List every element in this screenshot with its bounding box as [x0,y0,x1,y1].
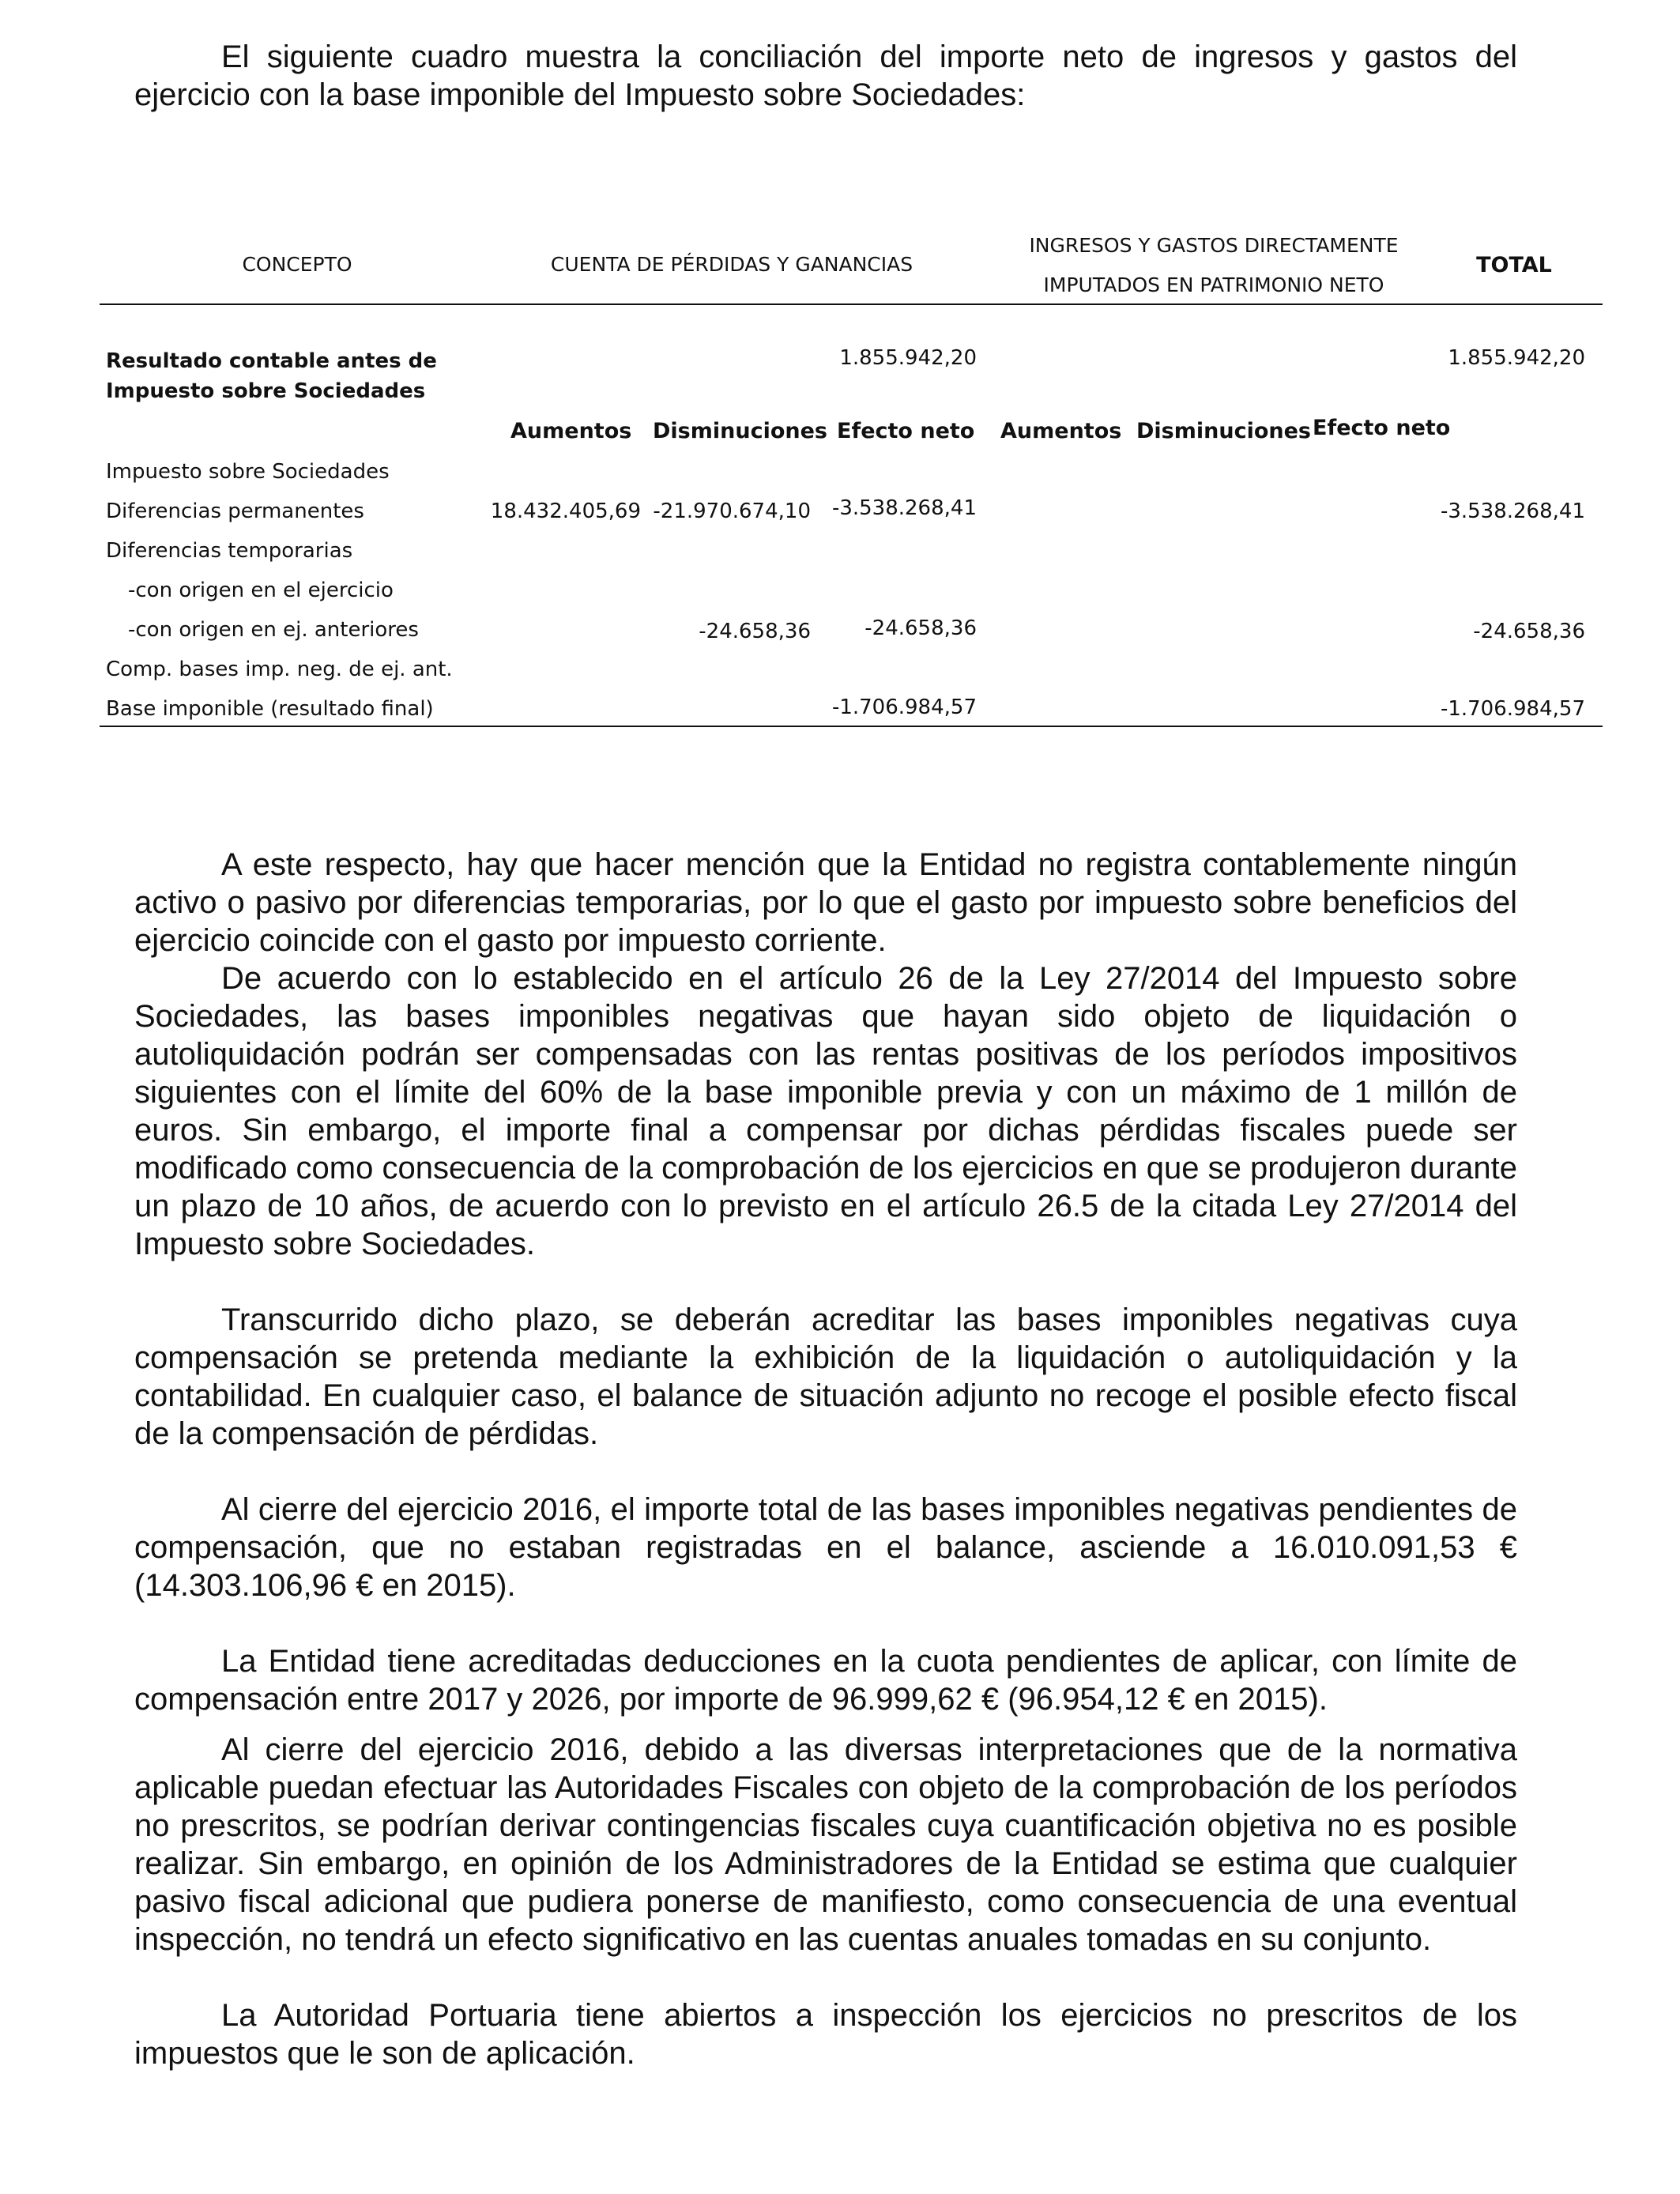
subheader-pyg-aumentos: Aumentos [510,419,632,443]
base-imponible-efecto-neto: -1.706.984,57 [831,696,977,719]
paragraph-contingencias: Al cierre del ejercicio 2016, debido a las diversas interpretaciones que de la normativa aplicable puedan efectuar las Autoridades Fiscales con objeto de la comprobación de los períodos no prescritos, se podrían derivar contingencias fiscales cuya cuantificación objetiva no es posible realizar. Sin embargo, en opinión de los Administradores de la Entidad se estima que cualquier pasivo fiscal adicional que pudiera ponerse de manifiesto, como consecuencia de una eventual inspección, no tendrá un efecto significativo en las cuentas anuales tomadas en su conjunto. [134,1732,1517,1957]
row-label-temporarias: Diferencias temporarias [106,539,353,563]
row-label-impuesto: Impuesto sobre Sociedades [106,460,390,484]
subheader-pyg-efecto-neto: Efecto neto [837,419,975,443]
permanentes-efecto-neto: -3.538.268,41 [831,496,977,520]
header-concepto: CONCEPTO [242,253,352,276]
permanentes-aumentos: 18.432.405,69 [490,499,641,523]
resultado-total: 1.855.942,20 [1448,346,1585,370]
row-label-origen-ejercicio: -con origen en el ejercicio [128,579,394,602]
paragraph-cierre-bases: Al cierre del ejercicio 2016, el importe total de las bases imponibles negativas pendientes de compensación, que no estaban registradas en el balance, asciende a 16.010.091,53 € (14.303.106,96 € en 2015). [134,1492,1517,1603]
paragraph-diferencias: A este respecto, hay que hacer mención que la Entidad no registra contablemente ningún activo o pasivo por diferencias temporarias, por lo que el gasto por impuesto sobre beneficios del ejercicio coincide con el gasto por impuesto corriente. [134,847,1517,958]
header-pyg: CUENTA DE PÉRDIDAS Y GANANCIAS [550,253,913,276]
row-label-resultado: Resultado contable antes de Impuesto sobre Sociedades [106,349,437,403]
origen-anteriores-efecto-neto: -24.658,36 [864,616,977,640]
subheader-pyg-disminuciones: Disminuciones [653,419,827,443]
row-label-base-imponible: Base imponible (resultado final) [106,697,434,721]
subheader-pn-disminuciones: Disminuciones [1136,419,1311,443]
resultado-efecto-neto: 1.855.942,20 [839,346,977,370]
permanentes-disminuciones: -21.970.674,10 [653,499,811,523]
intro-paragraph: El siguiente cuadro muestra la conciliación del importe neto de ingresos y gastos del ejercicio con la base imponible del Impuesto sobre Sociedades: [134,40,1517,112]
table-bottom-rule [100,726,1603,727]
row-label-origen-anteriores: -con origen en ej. anteriores [128,618,419,642]
row-label-permanentes: Diferencias permanentes [106,499,364,523]
header-patrimonio-line2: IMPUTADOS EN PATRIMONIO NETO [1043,273,1384,296]
paragraph-transcurrido: Transcurrido dicho plazo, se deberán acreditar las bases imponibles negativas cuya compensación se pretenda mediante la exhibición de la liquidación o autoliquidación y la contabilidad. En cualquier caso, el balance de situación adjunto no recoge el posible efecto fiscal de la compensación de pérdidas. [134,1302,1517,1451]
subheader-pn-efecto-neto: Efecto neto [1313,416,1451,440]
reconciliation-table [100,221,1603,727]
paragraph-bases-imponibles: De acuerdo con lo establecido en el artículo 26 de la Ley 27/2014 del Impuesto sobre Sociedades, las bases imponibles negativas que hayan sido objeto de liquidación o autoliquidación podrán ser compensadas con las rentas positivas de los períodos impositivos siguientes con el límite del 60% de la base imponible previa y con un máximo de 1 millón de euros. Sin embargo, el importe final a compensar por dichas pérdidas fiscales puede ser modificado como consecuencia de la comprobación de los ejercicios en que se produjeron durante un plazo de 10 años, de acuerdo con lo previsto en el artículo 26.5 de la citada Ley 27/2014 del Impuesto sobre Sociedades. [134,961,1517,1261]
subheader-pn-aumentos: Aumentos [1000,419,1122,443]
header-total: TOTAL [1476,253,1552,277]
paragraph-deducciones: La Entidad tiene acreditadas deducciones en la cuota pendientes de aplicar, con límite de compensación entre 2017 y 2026, por importe de 96.999,62 € (96.954,12 € en 2015). [134,1644,1517,1717]
header-patrimonio-line1: INGRESOS Y GASTOS DIRECTAMENTE [1029,234,1399,257]
header-rule [100,303,1603,305]
permanentes-total: -3.538.268,41 [1440,499,1585,523]
paragraph-inspeccion: La Autoridad Portuaria tiene abiertos a inspección los ejercicios no prescritos de los impuestos que le son de aplicación. [134,1998,1517,2071]
origen-anteriores-disminuciones: -24.658,36 [699,620,811,643]
row-label-comp-bases: Comp. bases imp. neg. de ej. ant. [106,658,453,681]
base-imponible-total: -1.706.984,57 [1440,697,1585,721]
origen-anteriores-total: -24.658,36 [1473,620,1585,643]
